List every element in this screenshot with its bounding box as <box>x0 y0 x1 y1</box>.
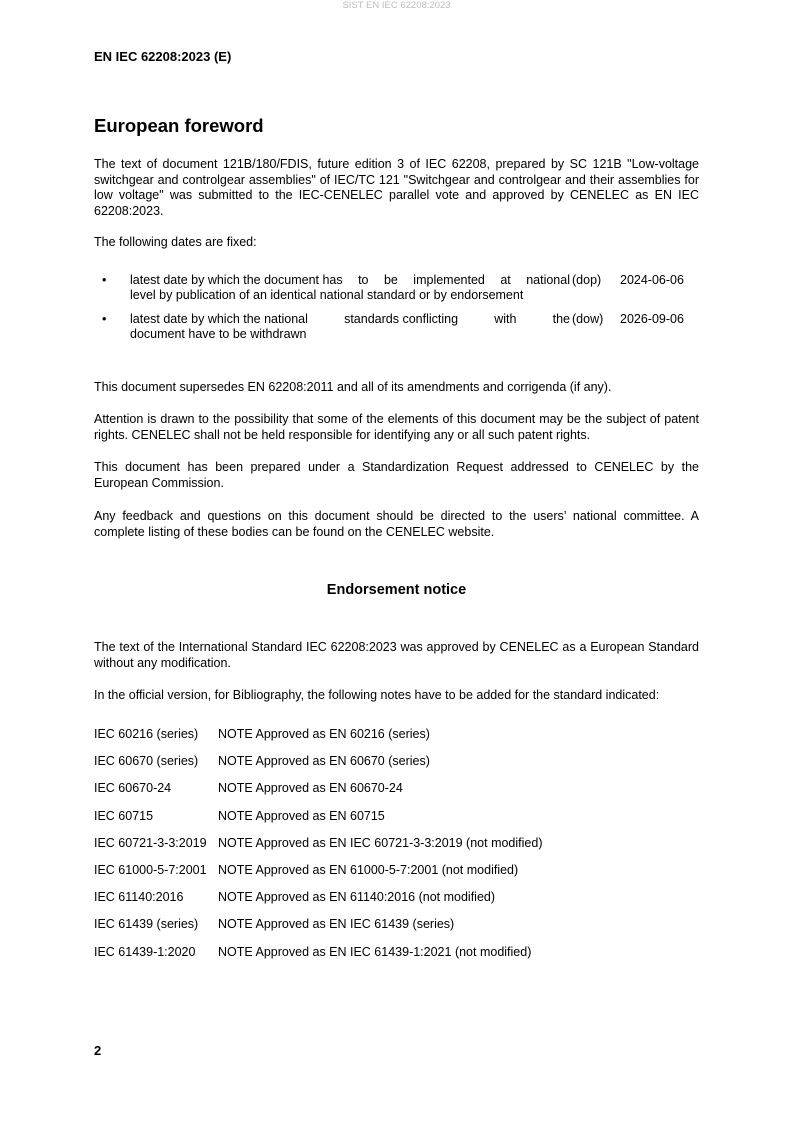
note-text: NOTE Approved as EN 60670 (series) <box>218 754 430 769</box>
note-text: NOTE Approved as EN IEC 60721-3-3:2019 (not modified) <box>218 835 543 850</box>
date-value: 2024-06-06 <box>620 273 684 287</box>
note-standard: IEC 61000-5-7:2001 <box>94 862 207 877</box>
note-standard: IEC 60715 <box>94 808 154 823</box>
note-text: NOTE Approved as EN IEC 61439 (series) <box>218 917 455 932</box>
standardization-request-paragraph: This document has been prepared under a Standardization Request addressed to CENELEC by the European Commission. <box>94 460 699 490</box>
endorsement-text: The text of the International Standard IEC 62208:2023 was approved by CENELEC as a European Standard without any modification. <box>94 640 699 670</box>
watermark: SIST EN IEC 62208:2023 <box>342 0 451 11</box>
note-standard: IEC 60670-24 <box>94 781 172 796</box>
page-number: 2 <box>94 1043 102 1058</box>
note-text: NOTE Approved as EN 60216 (series) <box>218 727 430 741</box>
endorsement-title: Endorsement notice <box>326 582 467 598</box>
note-text: NOTE Approved as EN 61140:2016 (not modified) <box>218 890 496 905</box>
note-standard: IEC 60216 (series) <box>94 727 199 741</box>
note-standard: IEC 61439 (series) <box>94 917 199 932</box>
note-standard: IEC 60721-3-3:2019 <box>94 835 207 850</box>
date-item-text-line1: latest date by which the document has to be implemented at national <box>130 273 570 287</box>
date-code: (dop) <box>572 273 602 287</box>
date-item-text-line2: level by publication of an identical national standard or by endorsement <box>130 288 524 302</box>
dates-list <box>94 273 699 351</box>
date-item-text-line1: latest date by which the national standards conflicting with the <box>130 312 570 326</box>
document-reference: EN IEC 62208:2023 (E) <box>94 49 232 64</box>
date-item-dop <box>94 273 699 312</box>
feedback-paragraph: Any feedback and questions on this document should be directed to the users’ national committee. A complete listing of these bodies can be found on the CENELEC website. <box>94 509 699 539</box>
supersedes-paragraph: This document supersedes EN 62208:2011 and all of its amendments and corrigenda (if any). <box>94 380 612 394</box>
date-value: 2026-09-06 <box>620 312 684 326</box>
note-text: NOTE Approved as EN 60715 <box>218 808 385 823</box>
patent-paragraph: Attention is drawn to the possibility that some of the elements of this document may be the subject of patent rights. CENELEC shall not be held responsible for identifying any or all such patent rights. <box>94 412 699 442</box>
note-text: NOTE Approved as EN 60670-24 <box>218 781 403 796</box>
date-code: (dow) <box>572 312 604 326</box>
bibliography-intro: In the official version, for Bibliography, the following notes have to be added for the standard indicated: <box>94 688 660 702</box>
date-item-dow <box>94 312 699 351</box>
page-title: European foreword <box>94 115 264 136</box>
foreword-intro: The text of document 121B/180/FDIS, future edition 3 of IEC 62208, prepared by SC 121B "Low-voltage switchgear and controlgear assemblies" of IEC/TC 121 "Switchgear and controlgear and their assemblies for low voltage" was submitted to the IEC-CENELEC parallel vote and approved by CENELEC as EN IEC 62208:2023. <box>94 157 699 218</box>
note-standard: IEC 60670 (series) <box>94 754 199 769</box>
note-standard: IEC 61439-1:2020 <box>94 944 196 959</box>
note-standard: IEC 61140:2016 <box>94 890 184 905</box>
note-text: NOTE Approved as EN 61000-5-7:2001 (not modified) <box>218 862 519 877</box>
bullet-icon: • <box>102 273 107 287</box>
date-item-text-line2: document have to be withdrawn <box>130 327 307 341</box>
dates-intro: The following dates are fixed: <box>94 235 257 249</box>
bullet-icon: • <box>102 312 107 326</box>
note-text: NOTE Approved as EN IEC 61439-1:2021 (not modified) <box>218 944 532 959</box>
